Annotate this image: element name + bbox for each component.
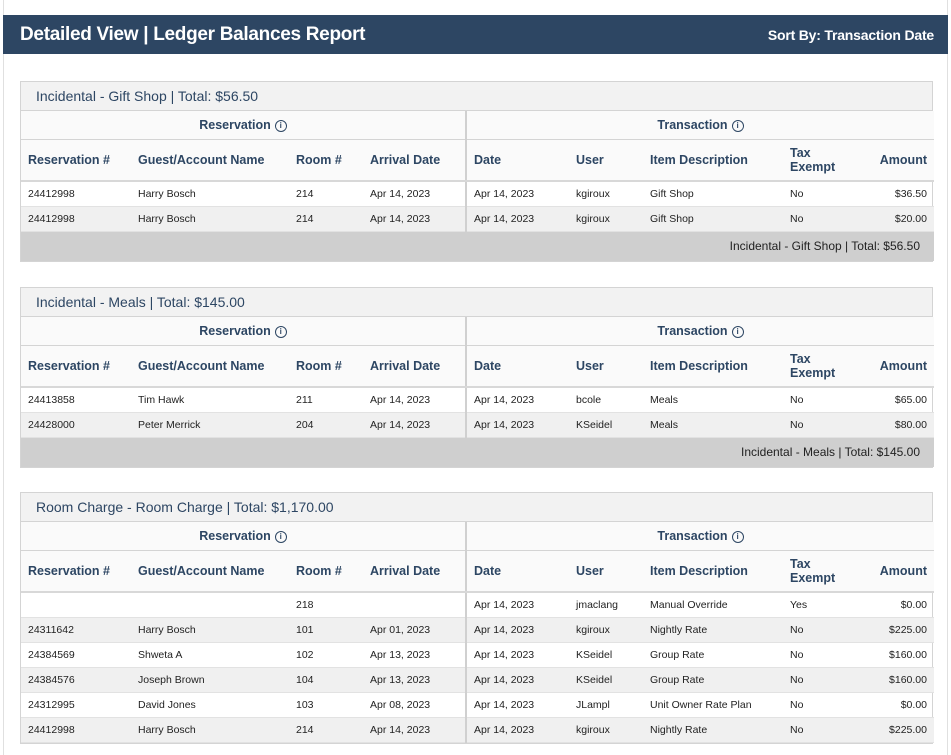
report-header <box>3 15 948 54</box>
info-icon[interactable]: i <box>275 120 287 132</box>
table-cell: No <box>783 181 857 206</box>
table-cell: 211 <box>289 387 363 412</box>
column-header[interactable]: User <box>569 345 643 387</box>
table-cell: $225.00 <box>857 717 934 742</box>
table-cell: No <box>783 617 857 642</box>
table-cell: 103 <box>289 692 363 717</box>
table-cell: Unit Owner Rate Plan <box>643 692 783 717</box>
table-cell: KSeidel <box>569 667 643 692</box>
table-cell: Apr 14, 2023 <box>466 667 569 692</box>
table-cell: Shweta A <box>131 642 289 667</box>
column-header[interactable]: Date <box>466 550 569 592</box>
column-header[interactable]: Reservation # <box>21 345 131 387</box>
table-cell: Gift Shop <box>643 206 783 231</box>
table-cell <box>21 592 131 617</box>
table-cell: 214 <box>289 181 363 206</box>
table-cell: 24412998 <box>21 206 131 231</box>
ledger-table <box>21 522 934 743</box>
table-cell: Apr 14, 2023 <box>466 206 569 231</box>
ledger-table <box>21 111 934 261</box>
table-cell: $160.00 <box>857 642 934 667</box>
table-cell: Group Rate <box>643 642 783 667</box>
table-cell: JLampl <box>569 692 643 717</box>
section-total: Incidental - Meals | Total: $145.00 <box>21 437 934 467</box>
column-header[interactable]: Date <box>466 139 569 181</box>
table-cell: Apr 14, 2023 <box>466 617 569 642</box>
table-cell: Apr 14, 2023 <box>466 717 569 742</box>
table-cell: Harry Bosch <box>131 206 289 231</box>
column-header[interactable]: Item Description <box>643 345 783 387</box>
table-cell: Tim Hawk <box>131 387 289 412</box>
table-cell: Apr 14, 2023 <box>466 642 569 667</box>
reservation-group-label: Reservation <box>199 528 271 543</box>
ledger-table <box>21 317 934 467</box>
table-cell: 102 <box>289 642 363 667</box>
table-row[interactable] <box>21 412 934 437</box>
table-cell: 104 <box>289 667 363 692</box>
column-header[interactable]: Reservation # <box>21 550 131 592</box>
column-header[interactable]: Arrival Date <box>363 550 466 592</box>
table-row[interactable] <box>21 387 934 412</box>
table-cell: David Jones <box>131 692 289 717</box>
table-cell: Apr 14, 2023 <box>363 206 466 231</box>
table-cell: Apr 14, 2023 <box>466 412 569 437</box>
column-header[interactable]: Room # <box>289 139 363 181</box>
table-cell: Apr 14, 2023 <box>363 717 466 742</box>
table-cell: $80.00 <box>857 412 934 437</box>
table-cell: No <box>783 642 857 667</box>
table-cell: Group Rate <box>643 667 783 692</box>
table-cell: No <box>783 387 857 412</box>
table-cell: Nightly Rate <box>643 617 783 642</box>
table-cell: Gift Shop <box>643 181 783 206</box>
table-cell: Apr 14, 2023 <box>363 387 466 412</box>
table-row[interactable] <box>21 181 934 206</box>
table-cell: 24312995 <box>21 692 131 717</box>
section-total: Incidental - Gift Shop | Total: $56.50 <box>21 231 934 261</box>
table-cell: 214 <box>289 717 363 742</box>
table-cell: Nightly Rate <box>643 717 783 742</box>
table-cell: $160.00 <box>857 667 934 692</box>
ledger-section <box>20 492 933 744</box>
table-cell: $0.00 <box>857 692 934 717</box>
table-cell: $20.00 <box>857 206 934 231</box>
table-cell: Harry Bosch <box>131 181 289 206</box>
table-cell: kgiroux <box>569 717 643 742</box>
table-cell: Apr 14, 2023 <box>466 387 569 412</box>
table-cell: Apr 08, 2023 <box>363 692 466 717</box>
table-cell: KSeidel <box>569 412 643 437</box>
table-cell: No <box>783 692 857 717</box>
ledger-section <box>20 287 933 468</box>
column-header[interactable]: Tax Exempt <box>783 139 857 181</box>
table-cell <box>363 592 466 617</box>
table-cell: 24412998 <box>21 181 131 206</box>
table-cell: 24384576 <box>21 667 131 692</box>
column-header[interactable]: Tax Exempt <box>783 550 857 592</box>
table-cell: Joseph Brown <box>131 667 289 692</box>
info-icon[interactable]: i <box>275 531 287 543</box>
table-cell <box>131 592 289 617</box>
column-header[interactable]: Item Description <box>643 550 783 592</box>
table-cell: Harry Bosch <box>131 717 289 742</box>
table-cell: kgiroux <box>569 617 643 642</box>
info-icon[interactable]: i <box>732 120 744 132</box>
table-cell: Meals <box>643 412 783 437</box>
table-row[interactable] <box>21 617 934 642</box>
column-header[interactable]: Arrival Date <box>363 139 466 181</box>
sort-by-label[interactable]: Sort By: Transaction Date <box>767 26 934 43</box>
table-cell: Apr 14, 2023 <box>363 181 466 206</box>
table-cell: No <box>783 412 857 437</box>
column-header[interactable]: Amount <box>857 550 934 592</box>
table-cell: No <box>783 206 857 231</box>
column-header[interactable]: Amount <box>857 139 934 181</box>
table-cell: Harry Bosch <box>131 617 289 642</box>
table-cell: Meals <box>643 387 783 412</box>
column-header[interactable]: Room # <box>289 550 363 592</box>
table-row[interactable] <box>21 717 934 742</box>
column-header[interactable]: Item Description <box>643 139 783 181</box>
table-cell: 24413858 <box>21 387 131 412</box>
table-cell: Peter Merrick <box>131 412 289 437</box>
section-title[interactable]: Incidental - Gift Shop | Total: $56.50 <box>21 82 932 111</box>
transaction-group-label: Transaction <box>657 528 728 543</box>
transaction-group-header <box>466 317 934 345</box>
reservation-group-label: Reservation <box>199 117 271 132</box>
report-title: Detailed View | Ledger Balances Report <box>20 23 366 45</box>
table-cell: KSeidel <box>569 642 643 667</box>
reservation-group-label: Reservation <box>199 323 271 338</box>
table-row[interactable] <box>21 692 934 717</box>
table-cell: 24384569 <box>21 642 131 667</box>
table-cell: bcole <box>569 387 643 412</box>
transaction-group-header <box>466 111 934 139</box>
info-icon[interactable]: i <box>732 531 744 543</box>
info-icon[interactable]: i <box>275 326 287 338</box>
table-row[interactable] <box>21 206 934 231</box>
reservation-group-header <box>21 522 466 550</box>
table-cell: jmaclang <box>569 592 643 617</box>
table-cell: Apr 13, 2023 <box>363 667 466 692</box>
table-cell: Apr 14, 2023 <box>466 692 569 717</box>
column-header[interactable]: User <box>569 550 643 592</box>
table-cell: Manual Override <box>643 592 783 617</box>
table-cell: Apr 13, 2023 <box>363 642 466 667</box>
reservation-group-header <box>21 317 466 345</box>
transaction-group-label: Transaction <box>657 117 728 132</box>
section-title[interactable]: Room Charge - Room Charge | Total: $1,170.00 <box>21 493 932 522</box>
table-cell: kgiroux <box>569 181 643 206</box>
table-cell: $65.00 <box>857 387 934 412</box>
table-cell: 204 <box>289 412 363 437</box>
transaction-group-header <box>466 522 934 550</box>
column-header[interactable]: Arrival Date <box>363 345 466 387</box>
column-header[interactable]: Guest/Account Name <box>131 139 289 181</box>
column-header[interactable]: Date <box>466 345 569 387</box>
table-cell: $225.00 <box>857 617 934 642</box>
table-row[interactable] <box>21 642 934 667</box>
table-cell: $36.50 <box>857 181 934 206</box>
transaction-group-label: Transaction <box>657 323 728 338</box>
column-header[interactable]: Reservation # <box>21 139 131 181</box>
table-cell: kgiroux <box>569 206 643 231</box>
table-cell: 214 <box>289 206 363 231</box>
info-icon[interactable]: i <box>732 326 744 338</box>
table-cell: 24311642 <box>21 617 131 642</box>
table-cell: No <box>783 717 857 742</box>
table-cell: 24412998 <box>21 717 131 742</box>
table-cell: $0.00 <box>857 592 934 617</box>
section-title[interactable]: Incidental - Meals | Total: $145.00 <box>21 288 932 317</box>
table-row[interactable] <box>21 592 934 617</box>
column-header[interactable]: Amount <box>857 345 934 387</box>
column-header[interactable]: Tax Exempt <box>783 345 857 387</box>
column-header[interactable]: User <box>569 139 643 181</box>
reservation-group-header <box>21 111 466 139</box>
column-header[interactable]: Room # <box>289 345 363 387</box>
table-cell: Apr 01, 2023 <box>363 617 466 642</box>
table-cell: Apr 14, 2023 <box>363 412 466 437</box>
table-cell: 218 <box>289 592 363 617</box>
ledger-section <box>20 81 933 262</box>
table-cell: 24428000 <box>21 412 131 437</box>
table-cell: Yes <box>783 592 857 617</box>
table-row[interactable] <box>21 667 934 692</box>
table-cell: 101 <box>289 617 363 642</box>
table-cell: No <box>783 667 857 692</box>
column-header[interactable]: Guest/Account Name <box>131 550 289 592</box>
table-cell: Apr 14, 2023 <box>466 181 569 206</box>
table-cell: Apr 14, 2023 <box>466 592 569 617</box>
column-header[interactable]: Guest/Account Name <box>131 345 289 387</box>
